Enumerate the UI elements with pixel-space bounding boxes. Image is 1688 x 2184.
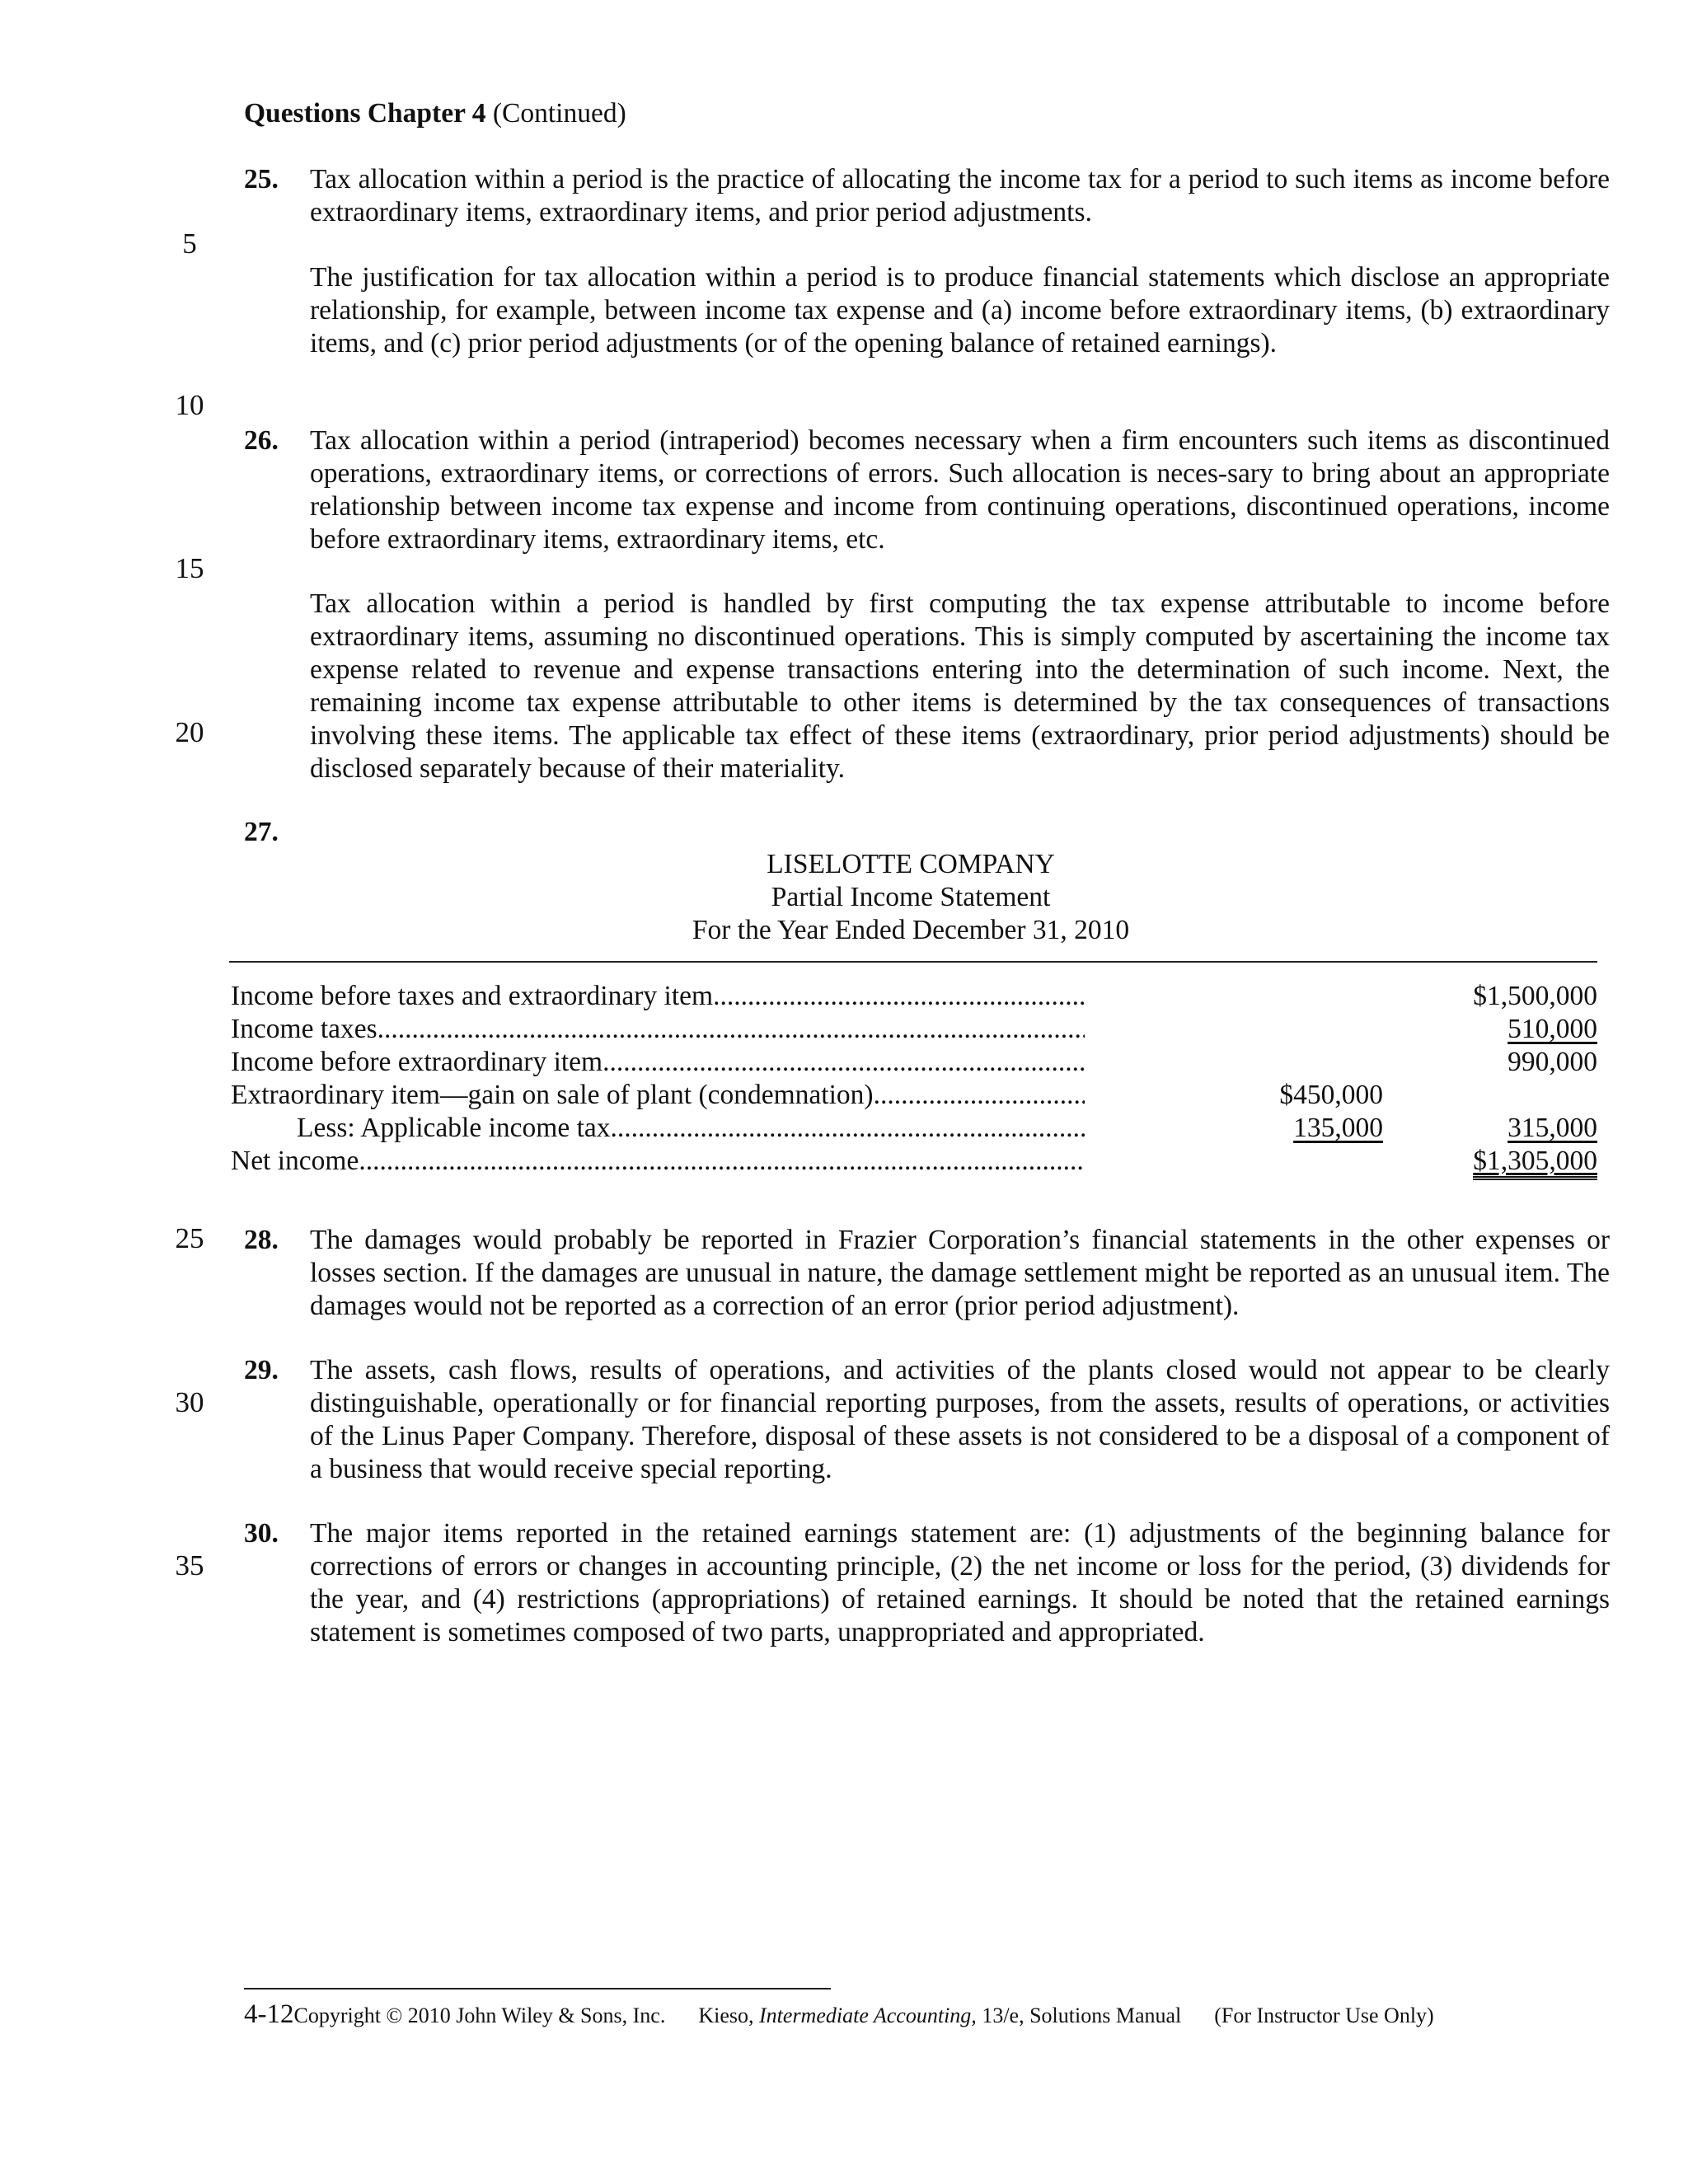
footer-book-title: Intermediate Accounting, bbox=[759, 2004, 977, 2027]
footer-rule bbox=[244, 1988, 831, 1990]
table-row bbox=[231, 1079, 1599, 1112]
question-25-paragraph-2: The justification for tax allocation within a period is to produce financial statements which disclose an appropriate relationship, for example, between income tax expense and (a) income before extraordinary items, (b) extraordinary items, and (c) prior period adjustments (or of the opening balance of retained earnings). bbox=[310, 262, 1610, 359]
row-amount-right: 990,000 bbox=[1507, 1047, 1597, 1077]
question-number-27: 27. bbox=[244, 817, 279, 847]
table-row bbox=[231, 1046, 1599, 1079]
line-number: 10 bbox=[175, 389, 204, 421]
row-amount-mid: $450,000 bbox=[1279, 1080, 1383, 1110]
heading-continued: (Continued) bbox=[485, 98, 626, 129]
line-number: 25 bbox=[175, 1222, 204, 1254]
statement-header bbox=[495, 848, 1327, 947]
row-label: Income before taxes and extraordinary item bbox=[231, 981, 714, 1011]
question-number-25: 25. bbox=[244, 164, 279, 194]
question-28-paragraph-1: The damages would probably be reported in Frazier Corporation’s financial statements in the other expenses or losses section. If the damages are unusual in nature, the damage settlement might be reported as an unusual item. The damages would not be reported as a correction of an error (prior period adjustment). bbox=[310, 1225, 1610, 1321]
footer-note: (For Instructor Use Only) bbox=[1214, 2004, 1434, 2027]
table-row bbox=[231, 1112, 1599, 1145]
footer-copyright: Copyright © 2010 John Wiley & Sons, Inc. bbox=[293, 2004, 666, 2027]
row-amount-right: 510,000 bbox=[1507, 1014, 1597, 1044]
statement-title: Partial Income Statement bbox=[771, 882, 1051, 912]
statement-company: LISELOTTE COMPANY bbox=[767, 849, 1055, 879]
question-26-paragraph-1: Tax allocation within a period (intraperiod) becomes necessary when a firm encounters such items as discontinued operations, extraordinary items, or corrections of errors. Such allocation is neces-sary to bring about an appropriate relationship between income tax expense and income from continuing operations, discontinued operations, income before extraordinary items, extraordinary items, etc. bbox=[310, 425, 1610, 555]
line-number: 30 bbox=[175, 1386, 204, 1418]
row-amount-right: $1,500,000 bbox=[1473, 981, 1597, 1011]
table-row bbox=[231, 1145, 1599, 1178]
statement-period: For the Year Ended December 31, 2010 bbox=[692, 915, 1130, 945]
row-label: Income taxes bbox=[231, 1014, 377, 1044]
row-amount-right: $1,305,000 bbox=[1473, 1146, 1597, 1180]
table-row bbox=[231, 1013, 1599, 1046]
row-label: Less: Applicable income tax bbox=[297, 1113, 611, 1143]
footer-author: Kieso, bbox=[698, 2004, 760, 2027]
line-number: 5 bbox=[182, 227, 197, 260]
question-number-29: 29. bbox=[244, 1355, 279, 1385]
line-number: 20 bbox=[175, 716, 204, 748]
page-heading bbox=[244, 97, 626, 130]
question-26-paragraph-2: Tax allocation within a period is handled by first computing the tax expense attributable to income before extraordinary items, assuming no discontinued operations. This is simply computed by ascertaining the income tax expense related to revenue and expense transactions entering into the determination of such income. Next, the remaining income tax expense attributable to other items is determined by the tax consequences of transactions involving these items. The applicable tax effect of these items (extraordinary, prior period adjustments) should be disclosed separately because of their materiality. bbox=[310, 588, 1610, 784]
question-30-paragraph-1: The major items reported in the retained earnings statement are: (1) adjustments of the beginning balance for corrections of errors or changes in accounting principle, (2) the net income or loss for the period, (3) dividends for the year, and (4) restrictions (appropriations) of retained earnings. It should be noted that the retained earnings statement is sometimes composed of two parts, unappropriated and appropriated. bbox=[310, 1518, 1610, 1647]
question-25-paragraph-1: Tax allocation within a period is the practice of allocating the income tax for a period to such items as income before extraordinary items, extraordinary items, and prior period adjustments. bbox=[310, 164, 1610, 227]
footer-edition: 13/e, Solutions Manual bbox=[976, 2004, 1182, 2027]
question-number-26: 26. bbox=[244, 425, 279, 456]
page-footer bbox=[244, 1999, 1434, 2031]
row-amount-right: 315,000 bbox=[1507, 1113, 1597, 1143]
row-label: Extraordinary item—gain on sale of plant (condemnation) bbox=[231, 1080, 874, 1110]
heading-title: Questions Chapter 4 bbox=[244, 98, 486, 129]
question-29-paragraph-1: The assets, cash flows, results of operations, and activities of the plants closed would not appear to be clearly distinguishable, operationally or for financial reporting purposes, from the assets, results of operations, or activities of the Linus Paper Company. Therefore, disposal of these assets is not considered to be a disposal of a component of a business that would receive special reporting. bbox=[310, 1355, 1610, 1484]
question-number-28: 28. bbox=[244, 1225, 279, 1255]
statement-rule bbox=[229, 961, 1597, 963]
line-number: 15 bbox=[175, 552, 204, 584]
question-number-30: 30. bbox=[244, 1518, 279, 1549]
row-label: Net income bbox=[231, 1146, 359, 1176]
row-label: Income before extraordinary item bbox=[231, 1047, 603, 1077]
line-number: 35 bbox=[175, 1549, 204, 1582]
page-number: 4-12 bbox=[244, 1999, 294, 2029]
row-amount-mid: 135,000 bbox=[1293, 1113, 1383, 1143]
table-row bbox=[231, 980, 1599, 1013]
